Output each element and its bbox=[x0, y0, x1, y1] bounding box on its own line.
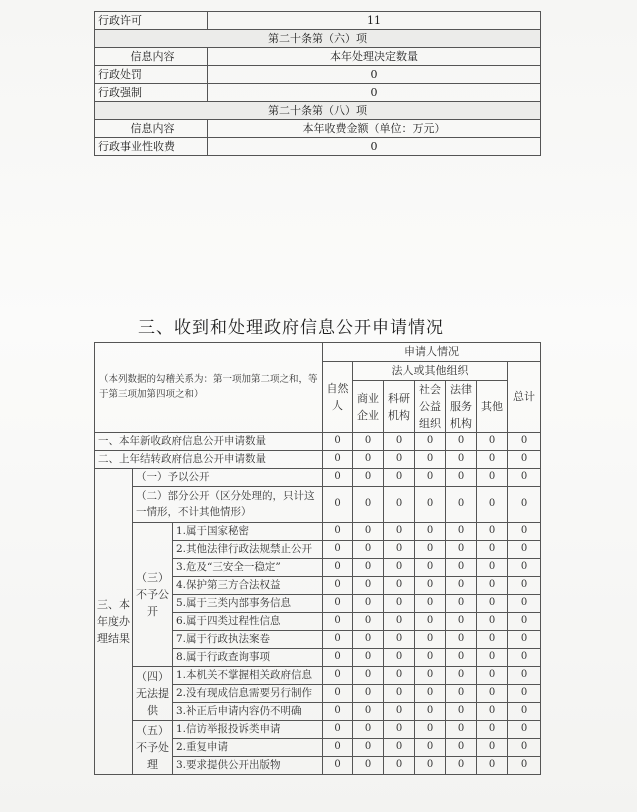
cell-value: 0 bbox=[353, 541, 384, 559]
row-label: 1.属于国家秘密 bbox=[173, 523, 323, 541]
cell-value: 0 bbox=[477, 523, 508, 541]
row-value: 11 bbox=[208, 12, 541, 30]
cell-value: 0 bbox=[415, 577, 446, 595]
cell-value: 0 bbox=[446, 469, 477, 487]
cell-value: 0 bbox=[508, 487, 541, 523]
section-header: 第二十条第（八）项 bbox=[95, 102, 541, 120]
cell-value: 0 bbox=[384, 685, 415, 703]
cell-value: 0 bbox=[323, 577, 353, 595]
cell-value: 0 bbox=[323, 469, 353, 487]
cell-value: 0 bbox=[323, 721, 353, 739]
cell-value: 0 bbox=[353, 649, 384, 667]
cell-value: 0 bbox=[353, 667, 384, 685]
cell-value: 0 bbox=[508, 685, 541, 703]
natural-person-header: 自然人 bbox=[323, 362, 353, 433]
cell-value: 0 bbox=[446, 559, 477, 577]
row-label: 2.其他法律行政法规禁止公开 bbox=[173, 541, 323, 559]
cell-value: 0 bbox=[323, 667, 353, 685]
cell-value: 0 bbox=[415, 739, 446, 757]
cell-value: 0 bbox=[384, 703, 415, 721]
cell-value: 0 bbox=[353, 631, 384, 649]
col-legal-service: 法律服务机构 bbox=[446, 381, 477, 433]
cell-value: 0 bbox=[508, 451, 541, 469]
cell-value: 0 bbox=[477, 487, 508, 523]
row-label: 3.补正后申请内容仍不明确 bbox=[173, 703, 323, 721]
cell-value: 0 bbox=[446, 451, 477, 469]
cell-value: 0 bbox=[323, 685, 353, 703]
cell-value: 0 bbox=[508, 595, 541, 613]
cell-value: 0 bbox=[477, 577, 508, 595]
row-label: 1.本机关不掌握相关政府信息 bbox=[173, 667, 323, 685]
cell-value: 0 bbox=[477, 649, 508, 667]
col-other: 其他 bbox=[477, 381, 508, 433]
row-label: 1.信访举报投诉类申请 bbox=[173, 721, 323, 739]
cell-value: 0 bbox=[353, 469, 384, 487]
cell-value: 0 bbox=[353, 703, 384, 721]
cell-value: 0 bbox=[477, 721, 508, 739]
row-value: 0 bbox=[208, 138, 541, 156]
cell-value: 0 bbox=[508, 721, 541, 739]
row-label: 一、本年新收政府信息公开申请数量 bbox=[95, 433, 323, 451]
cell-value: 0 bbox=[477, 469, 508, 487]
cell-value: 0 bbox=[477, 631, 508, 649]
cell-value: 0 bbox=[477, 685, 508, 703]
cell-value: 0 bbox=[353, 451, 384, 469]
cell-value: 0 bbox=[415, 433, 446, 451]
cell-value: 0 bbox=[353, 721, 384, 739]
row-label: 行政强制 bbox=[95, 84, 208, 102]
cell-value: 0 bbox=[508, 523, 541, 541]
cell-value: 0 bbox=[384, 451, 415, 469]
cell-value: 0 bbox=[508, 541, 541, 559]
cell-value: 0 bbox=[384, 649, 415, 667]
cell-value: 0 bbox=[415, 523, 446, 541]
disclosure-summary-table bbox=[94, 11, 541, 156]
cell-value: 0 bbox=[508, 739, 541, 757]
row-label: 6.属于四类过程性信息 bbox=[173, 613, 323, 631]
cell-value: 0 bbox=[415, 667, 446, 685]
col-public-welfare: 社会公益组织 bbox=[415, 381, 446, 433]
cell-value: 0 bbox=[384, 757, 415, 775]
cell-value: 0 bbox=[415, 595, 446, 613]
cell-value: 0 bbox=[384, 667, 415, 685]
cell-value: 0 bbox=[446, 541, 477, 559]
cell-value: 0 bbox=[508, 757, 541, 775]
column-value: 本年收费金额（单位：万元） bbox=[208, 120, 541, 138]
col-business: 商业企业 bbox=[353, 381, 384, 433]
column-label: 信息内容 bbox=[95, 48, 208, 66]
cell-value: 0 bbox=[508, 703, 541, 721]
cell-value: 0 bbox=[446, 613, 477, 631]
cell-value: 0 bbox=[353, 739, 384, 757]
cell-value: 0 bbox=[446, 523, 477, 541]
cell-value: 0 bbox=[415, 703, 446, 721]
cell-value: 0 bbox=[477, 433, 508, 451]
cell-value: 0 bbox=[323, 487, 353, 523]
cell-value: 0 bbox=[353, 559, 384, 577]
section-header: 第二十条第（六）项 bbox=[95, 30, 541, 48]
cell-value: 0 bbox=[323, 541, 353, 559]
cell-value: 0 bbox=[415, 631, 446, 649]
cell-value: 0 bbox=[446, 703, 477, 721]
row-label: 行政处罚 bbox=[95, 66, 208, 84]
row-label: 行政许可 bbox=[95, 12, 208, 30]
cell-value: 0 bbox=[508, 577, 541, 595]
cell-value: 0 bbox=[446, 649, 477, 667]
cell-value: 0 bbox=[415, 721, 446, 739]
cell-value: 0 bbox=[323, 559, 353, 577]
cell-value: 0 bbox=[508, 667, 541, 685]
cell-value: 0 bbox=[477, 559, 508, 577]
cell-value: 0 bbox=[384, 541, 415, 559]
cell-value: 0 bbox=[415, 469, 446, 487]
section-title: 三、收到和处理政府信息公开申请情况 bbox=[138, 318, 444, 338]
cell-value: 0 bbox=[353, 433, 384, 451]
cell-value: 0 bbox=[323, 757, 353, 775]
row-label: 2.重复申请 bbox=[173, 739, 323, 757]
cell-value: 0 bbox=[415, 559, 446, 577]
cell-value: 0 bbox=[323, 649, 353, 667]
cell-value: 0 bbox=[477, 739, 508, 757]
cell-value: 0 bbox=[446, 721, 477, 739]
application-handling-table bbox=[94, 342, 541, 775]
row-value: 0 bbox=[208, 84, 541, 102]
cell-value: 0 bbox=[384, 721, 415, 739]
subgroup-label: （四）无法提供 bbox=[133, 667, 173, 721]
cell-value: 0 bbox=[353, 577, 384, 595]
cell-value: 0 bbox=[323, 631, 353, 649]
cell-value: 0 bbox=[508, 433, 541, 451]
cell-value: 0 bbox=[353, 487, 384, 523]
relation-note: （本列数据的勾稽关系为：第一项加第二项之和，等于第三项加第四项之和） bbox=[95, 343, 323, 433]
cell-value: 0 bbox=[508, 469, 541, 487]
cell-value: 0 bbox=[384, 523, 415, 541]
cell-value: 0 bbox=[323, 433, 353, 451]
cell-value: 0 bbox=[508, 649, 541, 667]
cell-value: 0 bbox=[477, 757, 508, 775]
cell-value: 0 bbox=[384, 433, 415, 451]
column-label: 信息内容 bbox=[95, 120, 208, 138]
cell-value: 0 bbox=[446, 433, 477, 451]
cell-value: 0 bbox=[384, 595, 415, 613]
cell-value: 0 bbox=[415, 757, 446, 775]
cell-value: 0 bbox=[384, 613, 415, 631]
cell-value: 0 bbox=[323, 595, 353, 613]
cell-value: 0 bbox=[508, 559, 541, 577]
cell-value: 0 bbox=[323, 451, 353, 469]
cell-value: 0 bbox=[477, 595, 508, 613]
cell-value: 0 bbox=[353, 613, 384, 631]
row-label: 2.没有现成信息需要另行制作 bbox=[173, 685, 323, 703]
cell-value: 0 bbox=[353, 523, 384, 541]
cell-value: 0 bbox=[477, 613, 508, 631]
cell-value: 0 bbox=[415, 649, 446, 667]
cell-value: 0 bbox=[415, 613, 446, 631]
cell-value: 0 bbox=[446, 739, 477, 757]
cell-value: 0 bbox=[323, 739, 353, 757]
row-label: （二）部分公开（区分处理的，只计这一情形，不计其他情形） bbox=[133, 487, 323, 523]
row-label: 8.属于行政查询事项 bbox=[173, 649, 323, 667]
cell-value: 0 bbox=[384, 739, 415, 757]
row-label: 5.属于三类内部事务信息 bbox=[173, 595, 323, 613]
column-value: 本年处理决定数量 bbox=[208, 48, 541, 66]
cell-value: 0 bbox=[384, 631, 415, 649]
cell-value: 0 bbox=[384, 559, 415, 577]
subgroup-label: （五）不予处理 bbox=[133, 721, 173, 775]
row-label: 行政事业性收费 bbox=[95, 138, 208, 156]
row-label: 3.要求提供公开出版物 bbox=[173, 757, 323, 775]
cell-value: 0 bbox=[508, 631, 541, 649]
col-research: 科研机构 bbox=[384, 381, 415, 433]
group-label: 三、本年度办理结果 bbox=[95, 469, 133, 775]
row-value: 0 bbox=[208, 66, 541, 84]
cell-value: 0 bbox=[477, 541, 508, 559]
cell-value: 0 bbox=[323, 523, 353, 541]
cell-value: 0 bbox=[446, 757, 477, 775]
cell-value: 0 bbox=[353, 595, 384, 613]
total-header: 总计 bbox=[508, 362, 541, 433]
cell-value: 0 bbox=[353, 685, 384, 703]
cell-value: 0 bbox=[384, 487, 415, 523]
cell-value: 0 bbox=[323, 703, 353, 721]
cell-value: 0 bbox=[446, 595, 477, 613]
legal-group-header: 法人或其他组织 bbox=[353, 362, 508, 381]
cell-value: 0 bbox=[415, 541, 446, 559]
cell-value: 0 bbox=[477, 451, 508, 469]
cell-value: 0 bbox=[415, 685, 446, 703]
cell-value: 0 bbox=[446, 577, 477, 595]
cell-value: 0 bbox=[446, 667, 477, 685]
cell-value: 0 bbox=[353, 757, 384, 775]
cell-value: 0 bbox=[508, 613, 541, 631]
cell-value: 0 bbox=[384, 577, 415, 595]
row-label: 4.保护第三方合法权益 bbox=[173, 577, 323, 595]
cell-value: 0 bbox=[477, 703, 508, 721]
cell-value: 0 bbox=[477, 667, 508, 685]
cell-value: 0 bbox=[446, 631, 477, 649]
applicant-header: 申请人情况 bbox=[323, 343, 541, 362]
cell-value: 0 bbox=[415, 487, 446, 523]
cell-value: 0 bbox=[446, 685, 477, 703]
row-label: 3.危及“三安全一稳定” bbox=[173, 559, 323, 577]
cell-value: 0 bbox=[446, 487, 477, 523]
row-label: （一）予以公开 bbox=[133, 469, 323, 487]
cell-value: 0 bbox=[323, 613, 353, 631]
row-label: 7.属于行政执法案卷 bbox=[173, 631, 323, 649]
cell-value: 0 bbox=[384, 469, 415, 487]
cell-value: 0 bbox=[415, 451, 446, 469]
subgroup-label: （三）不予公开 bbox=[133, 523, 173, 667]
row-label: 二、上年结转政府信息公开申请数量 bbox=[95, 451, 323, 469]
